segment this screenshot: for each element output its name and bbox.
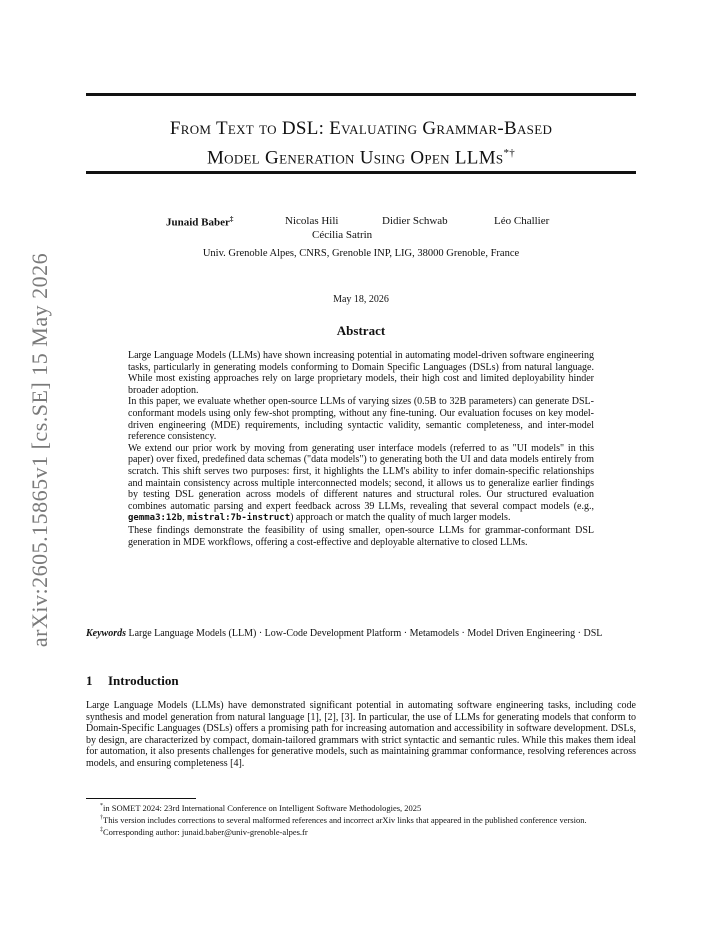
abstract-paragraph: In this paper, we evaluate whether open-source LLMs of varying sizes (0.5B to 32B parameters) can generate DSL-conformant models using only few-shot prompting, without any fine-tuning. Our evaluation focuses on key model-driven engineering (MDE) requirements, including syntactic validity, semantic completeness, and inter-model reference consistency. (128, 396, 594, 443)
abstract-paragraph: We extend our prior work by moving from generating user interface models (referred to as "UI models" in this paper) over fixed, predefined data schemas ("data models") to generating both the UI and data models entirely from scratch. This shift serves two purposes: first, it highlights the LLM's ability to infer domain-specific relationships and maintain consistency across multiple interconnected models; second, it allows us to generalize earlier findings by testing DSL generation across models of different natures and structural roles. Our structured evaluation combines automatic parsing and expert feedback across 39 LLMs, revealing that several compact models (e.g., gemma3:12b, mistral:7b-instruct) approach or match the quality of much larger models. (128, 442, 594, 524)
section-number: 1 (86, 673, 93, 688)
keywords-label: Keywords (86, 628, 126, 639)
model-name-code: gemma3:12b (128, 513, 183, 524)
model-name-code: mistral:7b-instruct (187, 513, 291, 524)
section-title: Introduction (108, 673, 179, 688)
author-name: Léo Challier (494, 215, 550, 227)
abstract-heading: Abstract (336, 323, 386, 338)
title-rule-top (86, 93, 636, 96)
keywords (86, 628, 636, 640)
author-name: Junaid Baber‡ (166, 215, 234, 229)
keywords-text: Large Language Models (LLM) · Low-Code Development Platform · Metamodels · Model Driven Engineering · DSL (128, 628, 603, 639)
title-line-2: Model Generation Using Open LLMs*† (206, 147, 516, 169)
footnote: ‡Corresponding author: junaid.baber@univ-grenoble-alpes.fr (100, 827, 308, 838)
paper-title (86, 117, 636, 170)
footnote: †This version includes corrections to several malformed references and incorrect arXiv links that appeared in the published conference version. (100, 815, 587, 826)
footnote: *in SOMET 2024: 23rd International Conference on Intelligent Software Methodologies, 2025 (100, 802, 422, 813)
intro-body (86, 700, 636, 770)
footnotes (86, 801, 636, 838)
footnote-rule (86, 798, 196, 799)
intro-paragraph: Large Language Models (LLMs) have demonstrated significant potential in automating software engineering tasks, including code synthesis and model generation from natural language [1], [2], [3]. In particular, the use of LLMs for generating models that conform to Domain-Specific Languages (DSLs) offers a promising path for increasing automation and accessibility in software development. DSLs, by design, are characterized by compact, domain-tailored grammars with strict syntactic and semantic rules. While this makes them ideal for automation, it also presents challenges for generative models, such as maintaining grammar conformance, resolving references across models, and ensuring completeness [4]. (86, 700, 636, 769)
author-name: Cécilia Satrin (312, 229, 373, 241)
affiliation: Univ. Grenoble Alpes, CNRS, Grenoble INP, LIG, 38000 Grenoble, France (202, 248, 520, 259)
title-rule-bottom (86, 171, 636, 174)
author-name: Nicolas Hili (285, 215, 339, 227)
author-name: Didier Schwab (382, 215, 448, 227)
abstract-paragraph: Large Language Models (LLMs) have shown increasing potential in automating model-driven software engineering tasks, particularly in generating models conforming to Domain Specific Languages (DSLs) from natural language. While most existing approaches rely on large proprietary models, their high cost and limited deployability hinder broader adoption. (128, 350, 594, 396)
title-marks: *† (503, 147, 516, 159)
section-heading (86, 673, 636, 689)
arxiv-stamp: arXiv:2605.15865v1 [cs.SE] 15 May 2026 (27, 252, 52, 648)
paper-date: May 18, 2026 (333, 294, 389, 305)
abstract-paragraph: These findings demonstrate the feasibility of using smaller, open-source LLMs for grammar-conformant DSL generation in MDE workflows, offering a cost-effective and deployable alternative to closed LLMs. (128, 524, 594, 548)
abstract-body (128, 350, 594, 548)
title-line-1: From Text to DSL: Evaluating Grammar-Based (169, 118, 553, 139)
